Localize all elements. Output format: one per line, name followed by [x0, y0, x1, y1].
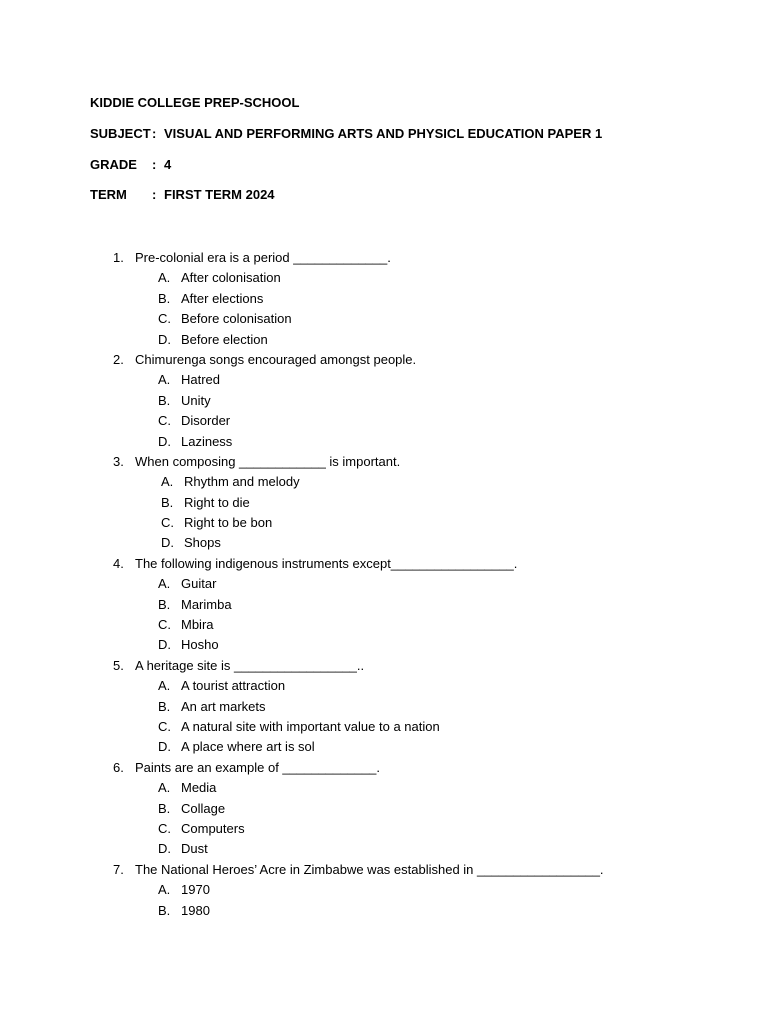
option-2a — [0, 370, 768, 390]
option-text: Marimba — [181, 596, 232, 612]
option-text: Before colonisation — [181, 311, 292, 327]
option-text: Media — [181, 780, 217, 796]
option-letter: C. — [161, 515, 174, 531]
option-text: A place where art is sol — [181, 739, 315, 755]
option-6a — [0, 778, 768, 798]
question-1 — [0, 248, 768, 268]
option-text: A tourist attraction — [181, 678, 286, 694]
question-text: Paints are an example of _____________. — [135, 759, 381, 775]
option-3c — [0, 513, 768, 533]
option-letter: A. — [158, 576, 171, 592]
question-text: The following indigenous instruments except_________________. — [135, 555, 518, 571]
option-5b — [0, 697, 768, 717]
question-number: 7. — [113, 861, 124, 877]
option-text: 1970 — [181, 882, 210, 898]
question-text: A heritage site is _________________.. — [135, 657, 365, 673]
option-6b — [0, 799, 768, 819]
option-letter: C. — [158, 617, 171, 633]
option-letter: C. — [158, 718, 171, 734]
option-letter: B. — [158, 800, 171, 816]
grade-separator: : — [152, 157, 157, 172]
option-1a — [0, 268, 768, 288]
question-list — [0, 248, 768, 921]
option-letter: D. — [158, 331, 171, 347]
question-text: Chimurenga songs encouraged amongst people. — [135, 351, 417, 367]
option-text: An art markets — [181, 698, 266, 714]
option-text: Disorder — [181, 413, 231, 429]
question-number: 4. — [113, 555, 124, 571]
option-letter: D. — [161, 535, 174, 551]
option-text: Shops — [184, 535, 221, 551]
option-text: Rhythm and melody — [184, 474, 300, 490]
question-2 — [0, 350, 768, 370]
question-5 — [0, 656, 768, 676]
question-number: 3. — [113, 453, 124, 469]
option-6d — [0, 839, 768, 859]
option-3a — [0, 472, 768, 492]
question-3 — [0, 452, 768, 472]
option-2d — [0, 432, 768, 452]
option-3d — [0, 533, 768, 553]
option-text: After colonisation — [181, 270, 281, 286]
option-letter: A. — [161, 474, 174, 490]
option-text: Mbira — [181, 617, 214, 633]
option-letter: D. — [158, 637, 171, 653]
option-3b — [0, 493, 768, 513]
option-5c — [0, 717, 768, 737]
option-text: Collage — [181, 800, 226, 816]
option-text: 1980 — [181, 902, 210, 918]
option-text: Before election — [181, 331, 268, 347]
option-4a — [0, 574, 768, 594]
option-letter: D. — [158, 841, 171, 857]
option-text: Guitar — [181, 576, 217, 592]
option-1b — [0, 289, 768, 309]
term-line — [90, 187, 275, 202]
option-1c — [0, 309, 768, 329]
term-value: FIRST TERM 2024 — [164, 187, 275, 202]
option-letter: A. — [158, 780, 171, 796]
question-text: The National Heroes’ Acre in Zimbabwe was established in _________________. — [135, 861, 604, 877]
option-letter: B. — [158, 290, 171, 306]
school-name: KIDDIE COLLEGE PREP-SCHOOL — [90, 95, 300, 110]
option-letter: B. — [158, 596, 171, 612]
subject-value: VISUAL AND PERFORMING ARTS AND PHYSICL EDUCATION PAPER 1 — [164, 126, 603, 141]
option-letter: C. — [158, 311, 171, 327]
option-letter: B. — [158, 698, 171, 714]
option-2b — [0, 391, 768, 411]
option-letter: A. — [158, 882, 171, 898]
option-letter: A. — [158, 678, 171, 694]
option-2c — [0, 411, 768, 431]
option-text: Unity — [181, 392, 211, 408]
option-1d — [0, 330, 768, 350]
term-label: TERM — [90, 187, 127, 202]
option-4c — [0, 615, 768, 635]
question-number: 6. — [113, 759, 124, 775]
question-4 — [0, 554, 768, 574]
option-text: Hosho — [181, 637, 219, 653]
option-text: Computers — [181, 820, 245, 836]
option-letter: C. — [158, 820, 171, 836]
grade-label: GRADE — [90, 157, 137, 172]
option-5d — [0, 737, 768, 757]
question-text: Pre-colonial era is a period _____________. — [135, 250, 391, 265]
grade-line — [90, 157, 171, 172]
option-text: Right to die — [184, 494, 250, 510]
option-letter: B. — [158, 902, 171, 918]
question-6 — [0, 758, 768, 778]
option-letter: B. — [161, 494, 174, 510]
subject-separator: : — [152, 126, 157, 141]
option-text: A natural site with important value to a nation — [181, 718, 440, 734]
option-7a — [0, 880, 768, 900]
term-separator: : — [152, 187, 157, 202]
subject-label: SUBJECT — [90, 126, 151, 141]
subject-line — [90, 126, 602, 141]
grade-value: 4 — [164, 157, 172, 172]
option-letter: B. — [158, 392, 171, 408]
question-number: 5. — [113, 657, 124, 673]
option-4d — [0, 635, 768, 655]
question-text: When composing ____________ is important. — [135, 453, 401, 469]
question-number: 1. — [113, 250, 124, 265]
question-number: 2. — [113, 351, 124, 367]
option-6c — [0, 819, 768, 839]
option-letter: C. — [158, 413, 171, 429]
option-text: Hatred — [181, 372, 221, 388]
option-letter: A. — [158, 270, 171, 286]
option-letter: D. — [158, 739, 171, 755]
question-7 — [0, 860, 768, 880]
option-text: Dust — [181, 841, 208, 857]
option-letter: A. — [158, 372, 171, 388]
option-text: Laziness — [181, 433, 233, 449]
option-4b — [0, 595, 768, 615]
option-letter: D. — [158, 433, 171, 449]
option-7b — [0, 901, 768, 921]
option-text: Right to be bon — [184, 515, 273, 531]
option-5a — [0, 676, 768, 696]
option-text: After elections — [181, 290, 264, 306]
